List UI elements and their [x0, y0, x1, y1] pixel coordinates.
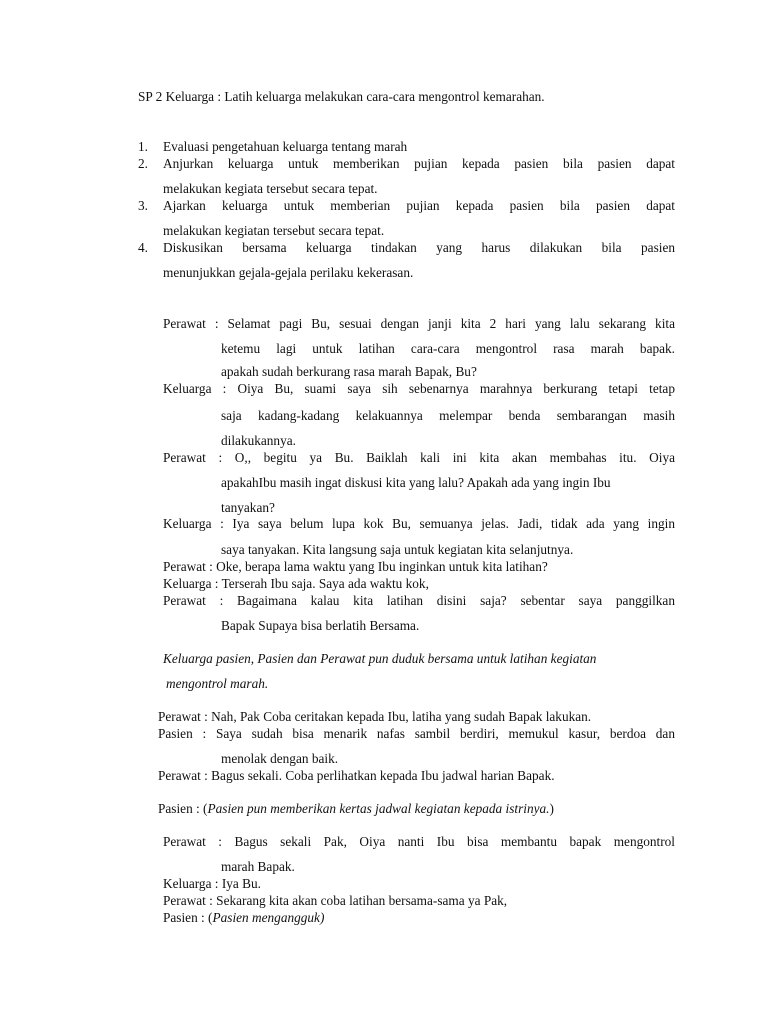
list-number: 4. [138, 240, 148, 255]
list-text: Anjurkan keluarga untuk memberikan pujian kepada pasien bila pasien dapat [163, 156, 675, 171]
stage-direction: Pasien pun memberikan kertas jadwal kegiatan kepada istrinya. [207, 801, 550, 816]
dialog-line: Keluarga : Iya saya belum lupa kok Bu, semuanya jelas. Jadi, tidak ada yang ingin [163, 516, 675, 531]
list-text: Diskusikan bersama keluarga tindakan yang harus dilakukan bila pasien [163, 240, 675, 255]
narration-line: Keluarga pasien, Pasien dan Perawat pun duduk bersama untuk latihan kegiatan [163, 651, 597, 666]
speaker-label: Pasien : ( [158, 801, 208, 816]
dialog-line-continued: Bapak Supaya bisa berlatih Bersama. [221, 618, 420, 633]
list-number: 3. [138, 198, 148, 213]
dialog-line-continued: saja kadang-kadang kelakuannya melempar benda sembarangan masih [221, 408, 675, 423]
dialog-line: Perawat : Sekarang kita akan coba latihan bersama-sama ya Pak, [163, 893, 508, 908]
dialog-line: Perawat : Bagus sekali. Coba perlihatkan kepada Ibu jadwal harian Bapak. [158, 768, 555, 783]
list-text-continued: menunjukkan gejala-gejala perilaku kekerasan. [163, 265, 414, 280]
dialog-line-continued: ketemu lagi untuk latihan cara-cara mengontrol rasa marah bapak. [221, 341, 675, 356]
dialog-line: Perawat : Selamat pagi Bu, sesuai dengan janji kita 2 hari yang lalu sekarang kita [163, 316, 675, 331]
dialog-line: Perawat : Oke, berapa lama waktu yang Ibu inginkan untuk kita latihan? [163, 559, 548, 574]
dialog-line: Perawat : Nah, Pak Coba ceritakan kepada Ibu, latiha yang sudah Bapak lakukan. [158, 709, 592, 724]
stage-direction: Pasien mengangguk) [212, 910, 325, 925]
pasien-action-line [158, 801, 554, 817]
dialog-line-continued: marah Bapak. [221, 859, 295, 874]
list-text: Evaluasi pengetahuan keluarga tentang marah [163, 139, 408, 154]
dialog-line-continued: tanyakan? [221, 500, 275, 515]
dialog-line: Keluarga : Terserah Ibu saja. Saya ada waktu kok, [163, 576, 429, 591]
pasien-last-line [163, 910, 324, 926]
dialog-line-continued: apakah sudah berkurang rasa marah Bapak, Bu? [221, 364, 477, 379]
dialog-line-continued: apakahIbu masih ingat diskusi kita yang lalu? Apakah ada yang ingin Ibu [221, 475, 611, 490]
dialog-line: Pasien : Saya sudah bisa menarik nafas sambil berdiri, memukul kasur, berdoa dan [158, 726, 675, 741]
dialog-line: Perawat : Bagus sekali Pak, Oiya nanti Ibu bisa membantu bapak mengontrol [163, 834, 675, 849]
speaker-label: Pasien : ( [163, 910, 213, 925]
narration-line: mengontrol marah. [166, 676, 269, 691]
list-text-continued: melakukan kegiata tersebut secara tepat. [163, 181, 378, 196]
document-title: SP 2 Keluarga : Latih keluarga melakukan cara-cara mengontrol kemarahan. [138, 89, 545, 104]
dialog-line-continued: saya tanyakan. Kita langsung saja untuk kegiatan kita selanjutnya. [221, 542, 574, 557]
dialog-line: Keluarga : Oiya Bu, suami saya sih sebenarnya marahnya berkurang tetapi tetap [163, 381, 675, 396]
list-text: Ajarkan keluarga untuk memberian pujian kepada pasien bila pasien dapat [163, 198, 675, 213]
list-text-continued: melakukan kegiatan tersebut secara tepat. [163, 223, 385, 238]
list-number: 1. [138, 139, 148, 154]
dialog-line: Perawat : O,, begitu ya Bu. Baiklah kali ini kita akan membahas itu. Oiya [163, 450, 675, 465]
dialog-line: Keluarga : Iya Bu. [163, 876, 261, 891]
closing-paren: ) [549, 801, 554, 816]
dialog-line-continued: dilakukannya. [221, 433, 296, 448]
dialog-line: Perawat : Bagaimana kalau kita latihan disini saja? sebentar saya panggilkan [163, 593, 675, 608]
dialog-line-continued: menolak dengan baik. [221, 751, 339, 766]
list-number: 2. [138, 156, 148, 171]
